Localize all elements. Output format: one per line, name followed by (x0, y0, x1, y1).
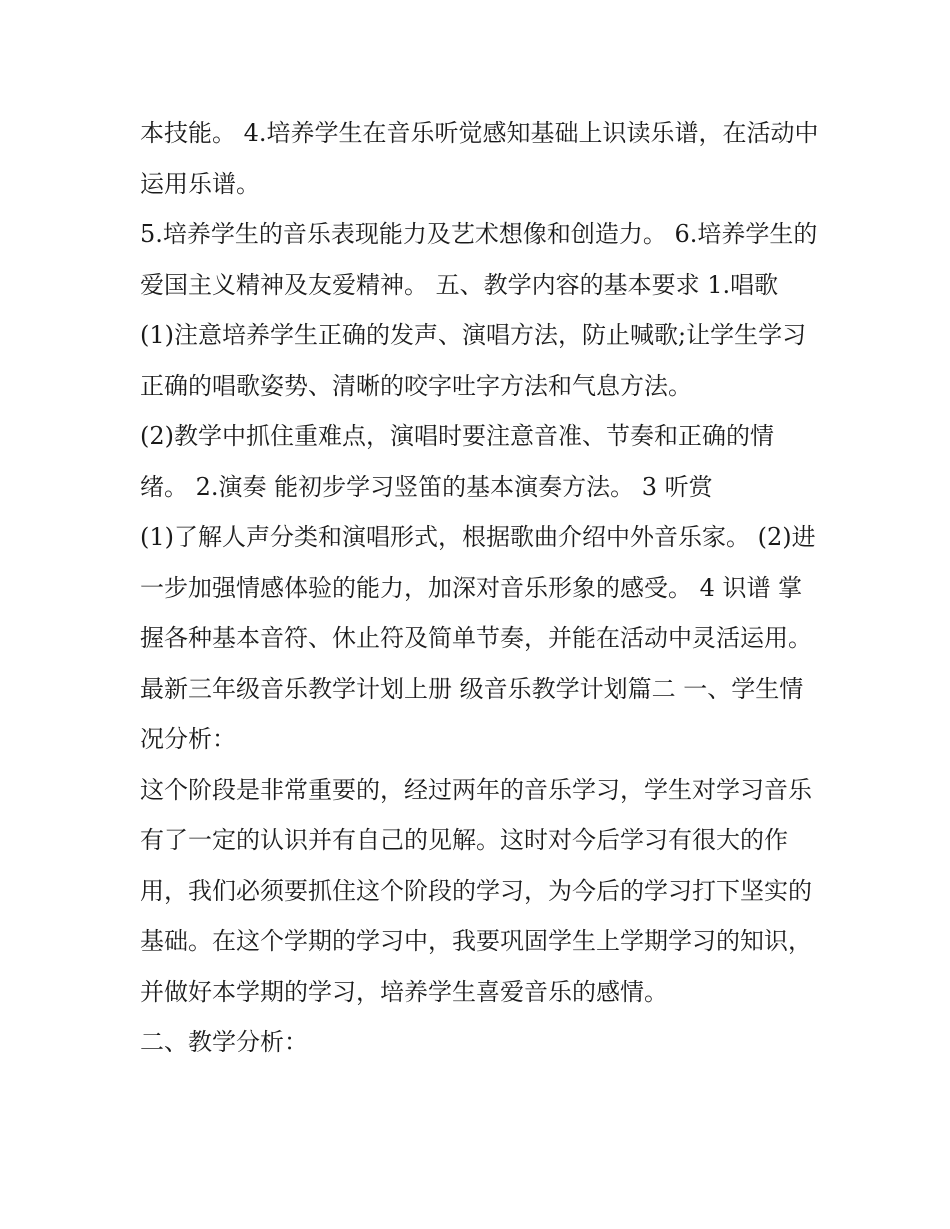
paragraph-3: (1)注意培养学生正确的发声、演唱方法，防止喊歌;让学生学习正确的唱歌姿势、清晰的咬字吐字方法和气息方法。 (140, 321, 807, 400)
document-body (140, 108, 820, 1068)
paragraph-4: (2)教学中抓住重难点，演唱时要注意音准、节奏和正确的情绪。 2.演奏 能初步学习竖笛的基本演奏方法。 3 听赏 (140, 422, 774, 501)
paragraph-2: 5.培养学生的音乐表现能力及艺术想像和创造力。 6.培养学生的爱国主义精神及友爱精神。 五、教学内容的基本要求 1.唱歌 (140, 220, 818, 299)
paragraph-5: (1)了解人声分类和演唱形式，根据歌曲介绍中外音乐家。 (2)进一步加强情感体验的能力，加深对音乐形象的感受。 4 识谱 掌握各种基本音符、休止符及简单节奏，并能在活动中灵活运用。 最新三年级音乐教学计划上册 级音乐教学计划篇二 一、学生情况分析： (140, 523, 816, 753)
paragraph-1: 本技能。 4.培养学生在音乐听觉感知基础上识读乐谱，在活动中运用乐谱。 (140, 119, 819, 198)
paragraph-6: 这个阶段是非常重要的，经过两年的音乐学习，学生对学习音乐有了一定的认识并有自己的见解。这时对今后学习有很大的作用，我们必须要抓住这个阶段的学习，为今后的学习打下坚实的基础。在这个学期的学习中，我要巩固学生上学期学习的知识，并做好本学期的学习，培养学生喜爱音乐的感情。 (140, 775, 812, 1006)
section-heading: 二、教学分析： (140, 1028, 308, 1056)
